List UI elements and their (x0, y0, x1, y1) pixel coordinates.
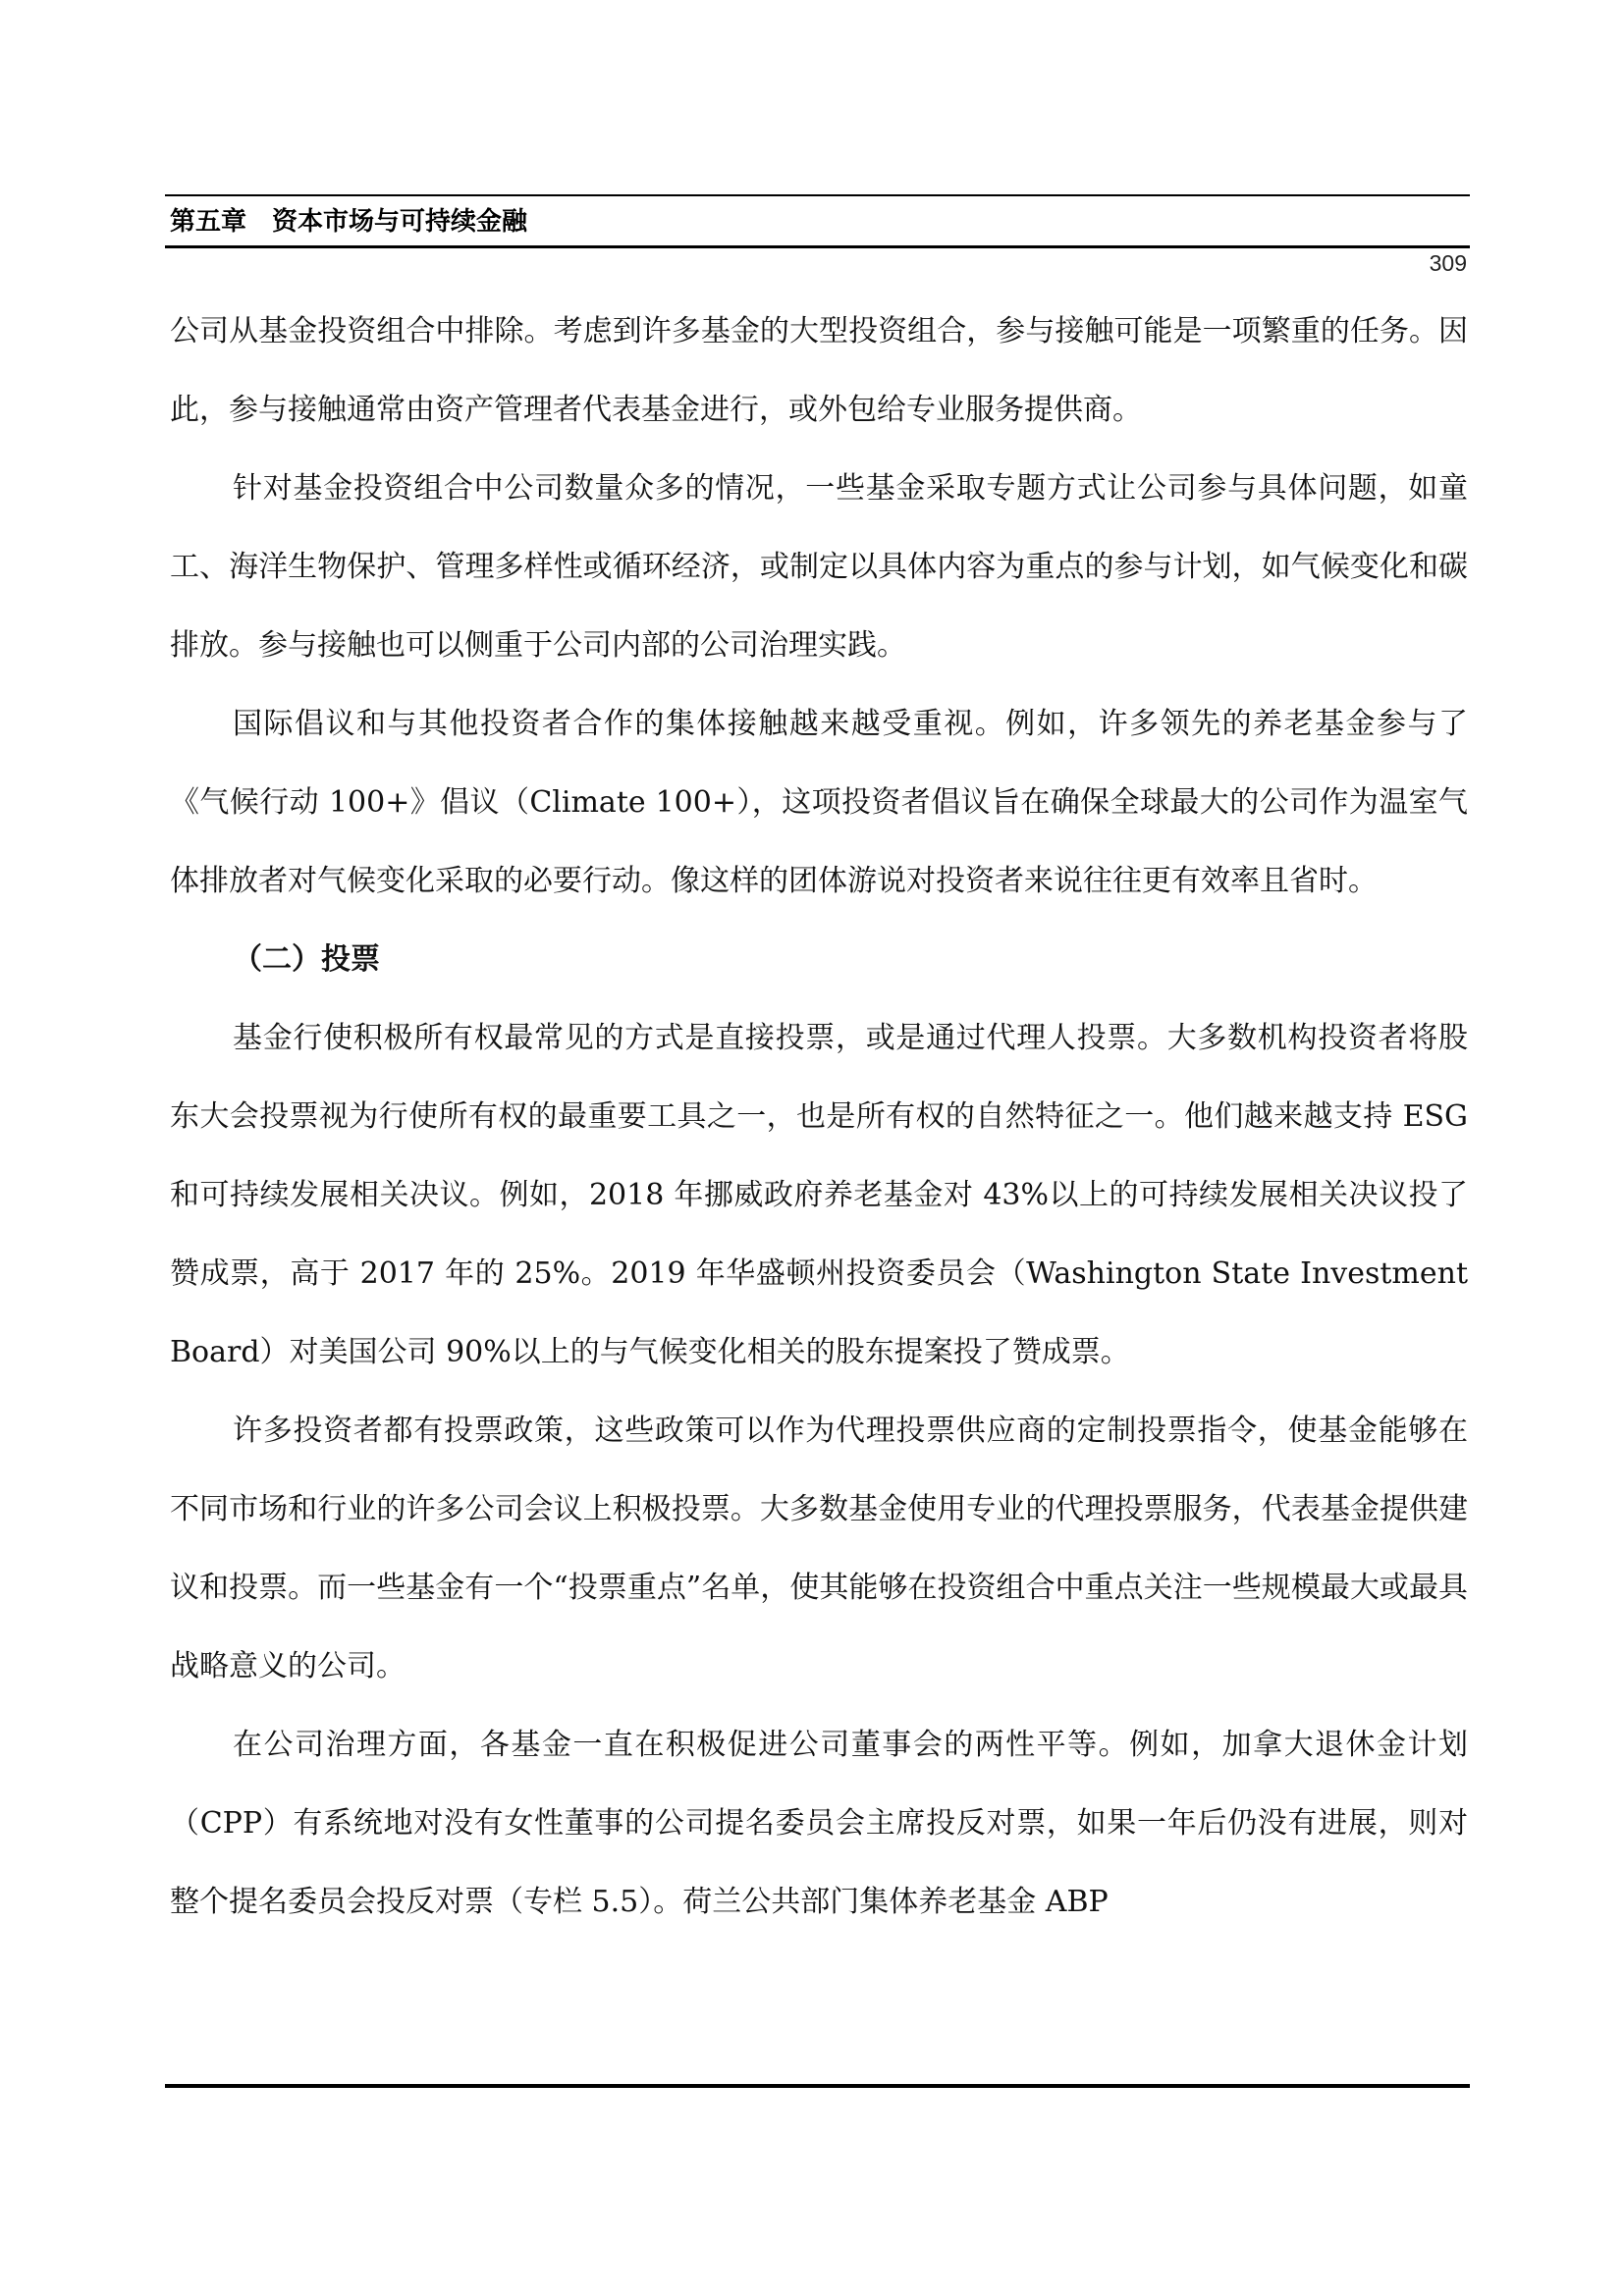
page-number: 309 (1429, 250, 1467, 276)
header-rule-bottom (165, 245, 1470, 248)
paragraph: 基金行使积极所有权最常见的方式是直接投票，或是通过代理人投票。大多数机构投资者将股东大会投票视为行使所有权的最重要工具之一，也是所有权的自然特征之一。他们越来越支持 ESG 和可持续发展相关决议。例如，2018 年挪威政府养老基金对 43%以上的可持续发展相关决议投了赞成票，高于 2017 年的 25%。2019 年华盛顿州投资委员会（Washington State Investment Board）对美国公司 90%以上的与气候变化相关的股东提案投了赞成票。 (170, 1021, 1468, 1369)
paragraph-continuation: 公司从基金投资组合中排除。考虑到许多基金的大型投资组合，参与接触可能是一项繁重的任务。因此，参与接触通常由资产管理者代表基金进行，或外包给专业服务提供商。 (170, 314, 1468, 427)
paragraph: 许多投资者都有投票政策，这些政策可以作为代理投票供应商的定制投票指令，使基金能够在不同市场和行业的许多公司会议上积极投票。大多数基金使用专业的代理投票服务，代表基金提供建议和投票。而一些基金有一个“投票重点”名单，使其能够在投资组合中重点关注一些规模最大或最具战略意义的公司。 (170, 1414, 1468, 1683)
body-text (170, 293, 1468, 1942)
section-heading-voting: （二）投票 (233, 942, 380, 977)
paragraph: 在公司治理方面，各基金一直在积极促进公司董事会的两性平等。例如，加拿大退休金计划（CPP）有系统地对没有女性董事的公司提名委员会主席投反对票，如果一年后仍没有进展，则对整个提名委员会投反对票（专栏 5.5）。荷兰公共部门集体养老基金 ABP (170, 1728, 1468, 1919)
paragraph: 国际倡议和与其他投资者合作的集体接触越来越受重视。例如，许多领先的养老基金参与了《气候行动 100+》倡议（Climate 100+），这项投资者倡议旨在确保全球最大的公司作为温室气体排放者对气候变化采取的必要行动。像这样的团体游说对投资者来说往往更有效率且省时。 (170, 707, 1468, 898)
chapter-title: 第五章 资本市场与可持续金融 (170, 207, 528, 237)
header-rule-top (165, 194, 1470, 196)
paragraph: 针对基金投资组合中公司数量众多的情况，一些基金采取专题方式让公司参与具体问题，如童工、海洋生物保护、管理多样性或循环经济，或制定以具体内容为重点的参与计划，如气候变化和碳排放。参与接触也可以侧重于公司内部的公司治理实践。 (170, 471, 1468, 663)
footer-rule (165, 2084, 1470, 2088)
